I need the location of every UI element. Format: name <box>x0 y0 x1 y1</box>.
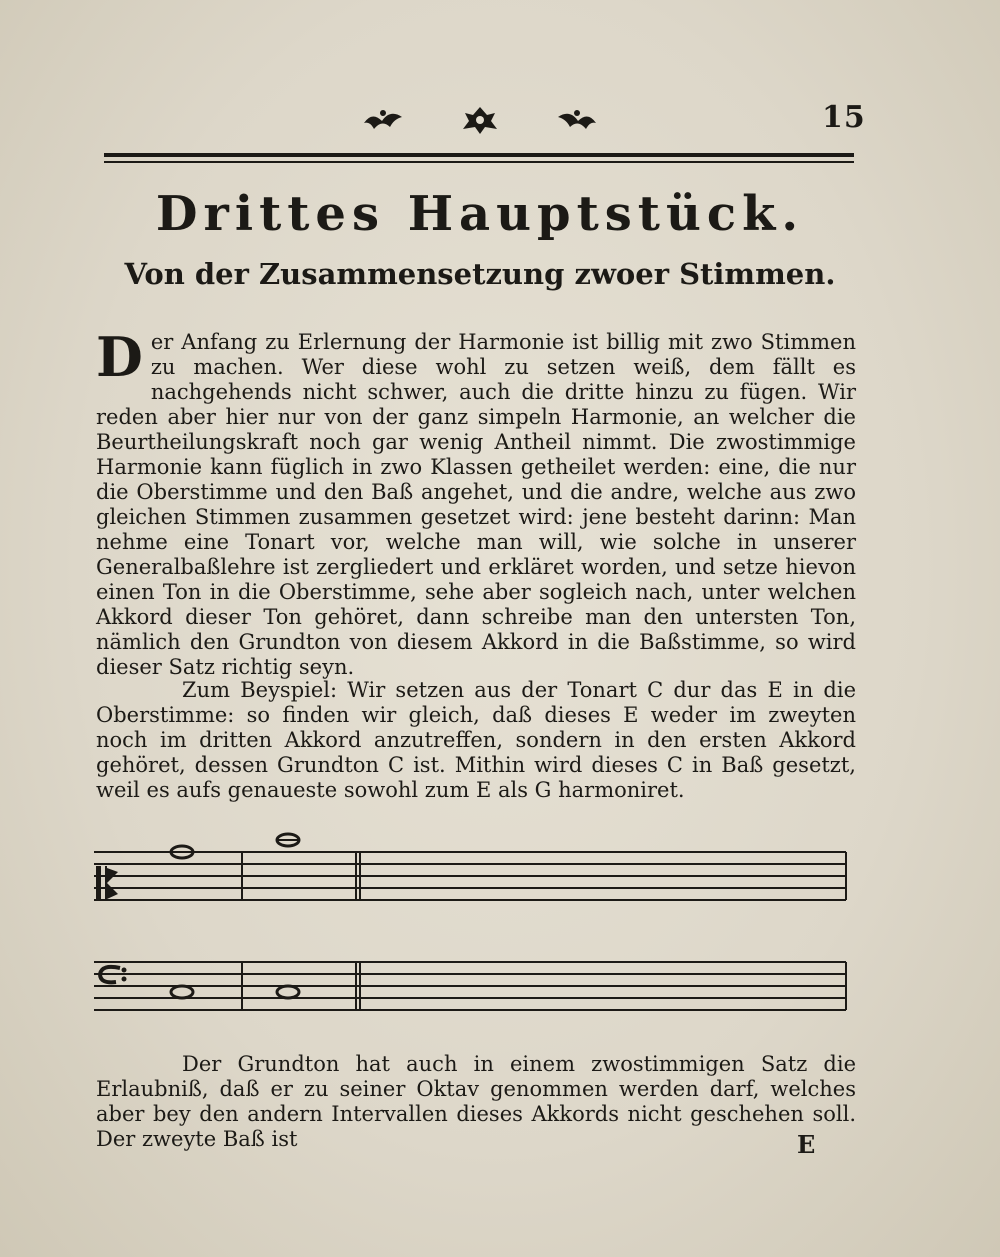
whole-note-c <box>171 986 193 998</box>
paragraph-2-text: Zum Beyspiel: Wir setzen aus der Tonart C dur das E in die Oberstimme: so finden wir gleich, daß dieses E weder im zweyten noch im dritten Akkord anzutreffen, sondern in den ersten Akkord gehöret, dessen Grundton C ist. Mithin wird dieses C in Baß gesetzt, weil es aufs genaueste sowohl zum E als G harmoniret. <box>96 678 856 802</box>
fleuron-left-icon <box>360 105 406 135</box>
music-staff-upper <box>94 826 854 918</box>
paragraph-1-text: er Anfang zu Erlernung der Harmonie ist billig mit zwo Stimmen zu machen. Wer diese wohl zu setzen weiß, dem fällt es nachgehends nicht schwer, auch die dritte hinzu zu fügen. Wir reden aber hier nur von der ganz simpeln Harmonie, an welcher die Beurtheilungskraft noch gar wenig Antheil nimmt. Die zwostimmige Harmonie kann füglich in zwo Klassen getheilet werden: eine, die nur die Oberstimme und den Baß angehet, und die andre, welche aus zwo gleichen Stimmen zusammen gesetzet wird: jene besteht darinn: Man nehme eine Tonart vor, welche man will, wie solche in unserer Generalbaßlehre ist zergliedert und erkläret worden, und setze hievon einen Ton in die Oberstimme, sehe aber sogleich nach, unter welchen Akkord dieser Ton gehöret, dann schreibe man den untersten Ton, nämlich den Grundton von diesem Akkord in die Baßstimme, so wird dieser Satz richtig seyn. <box>96 330 856 679</box>
page-number: 15 <box>822 100 866 135</box>
paragraph-3-text: Der Grundton hat auch in einem zwostimmigen Satz die Erlaubniß, daß er zu seiner Oktav genommen werden darf, welches aber bey den andern Intervallen dieses Akkords nicht geschehen soll. Der zweyte Baß ist <box>96 1052 856 1151</box>
chapter-heading: Drittes Hauptstück. <box>155 186 805 242</box>
whole-note-c2 <box>277 986 299 998</box>
chapter-subheading: Von der Zusammensetzung zwoer Stimmen. <box>124 257 836 291</box>
paragraph-3 <box>96 1052 856 1152</box>
drop-cap: D <box>96 325 143 389</box>
catchword: E <box>797 1130 816 1159</box>
soprano-clef-icon <box>96 866 118 900</box>
paragraph-2 <box>96 678 856 803</box>
fleuron-right-icon <box>554 105 600 135</box>
header-rule-thick <box>104 153 854 157</box>
fleuron-center-icon <box>457 105 503 135</box>
header-ornaments <box>360 100 600 140</box>
paragraph-1 <box>96 325 856 680</box>
music-staff-lower <box>94 950 854 1020</box>
header-rule-thin <box>104 161 854 163</box>
